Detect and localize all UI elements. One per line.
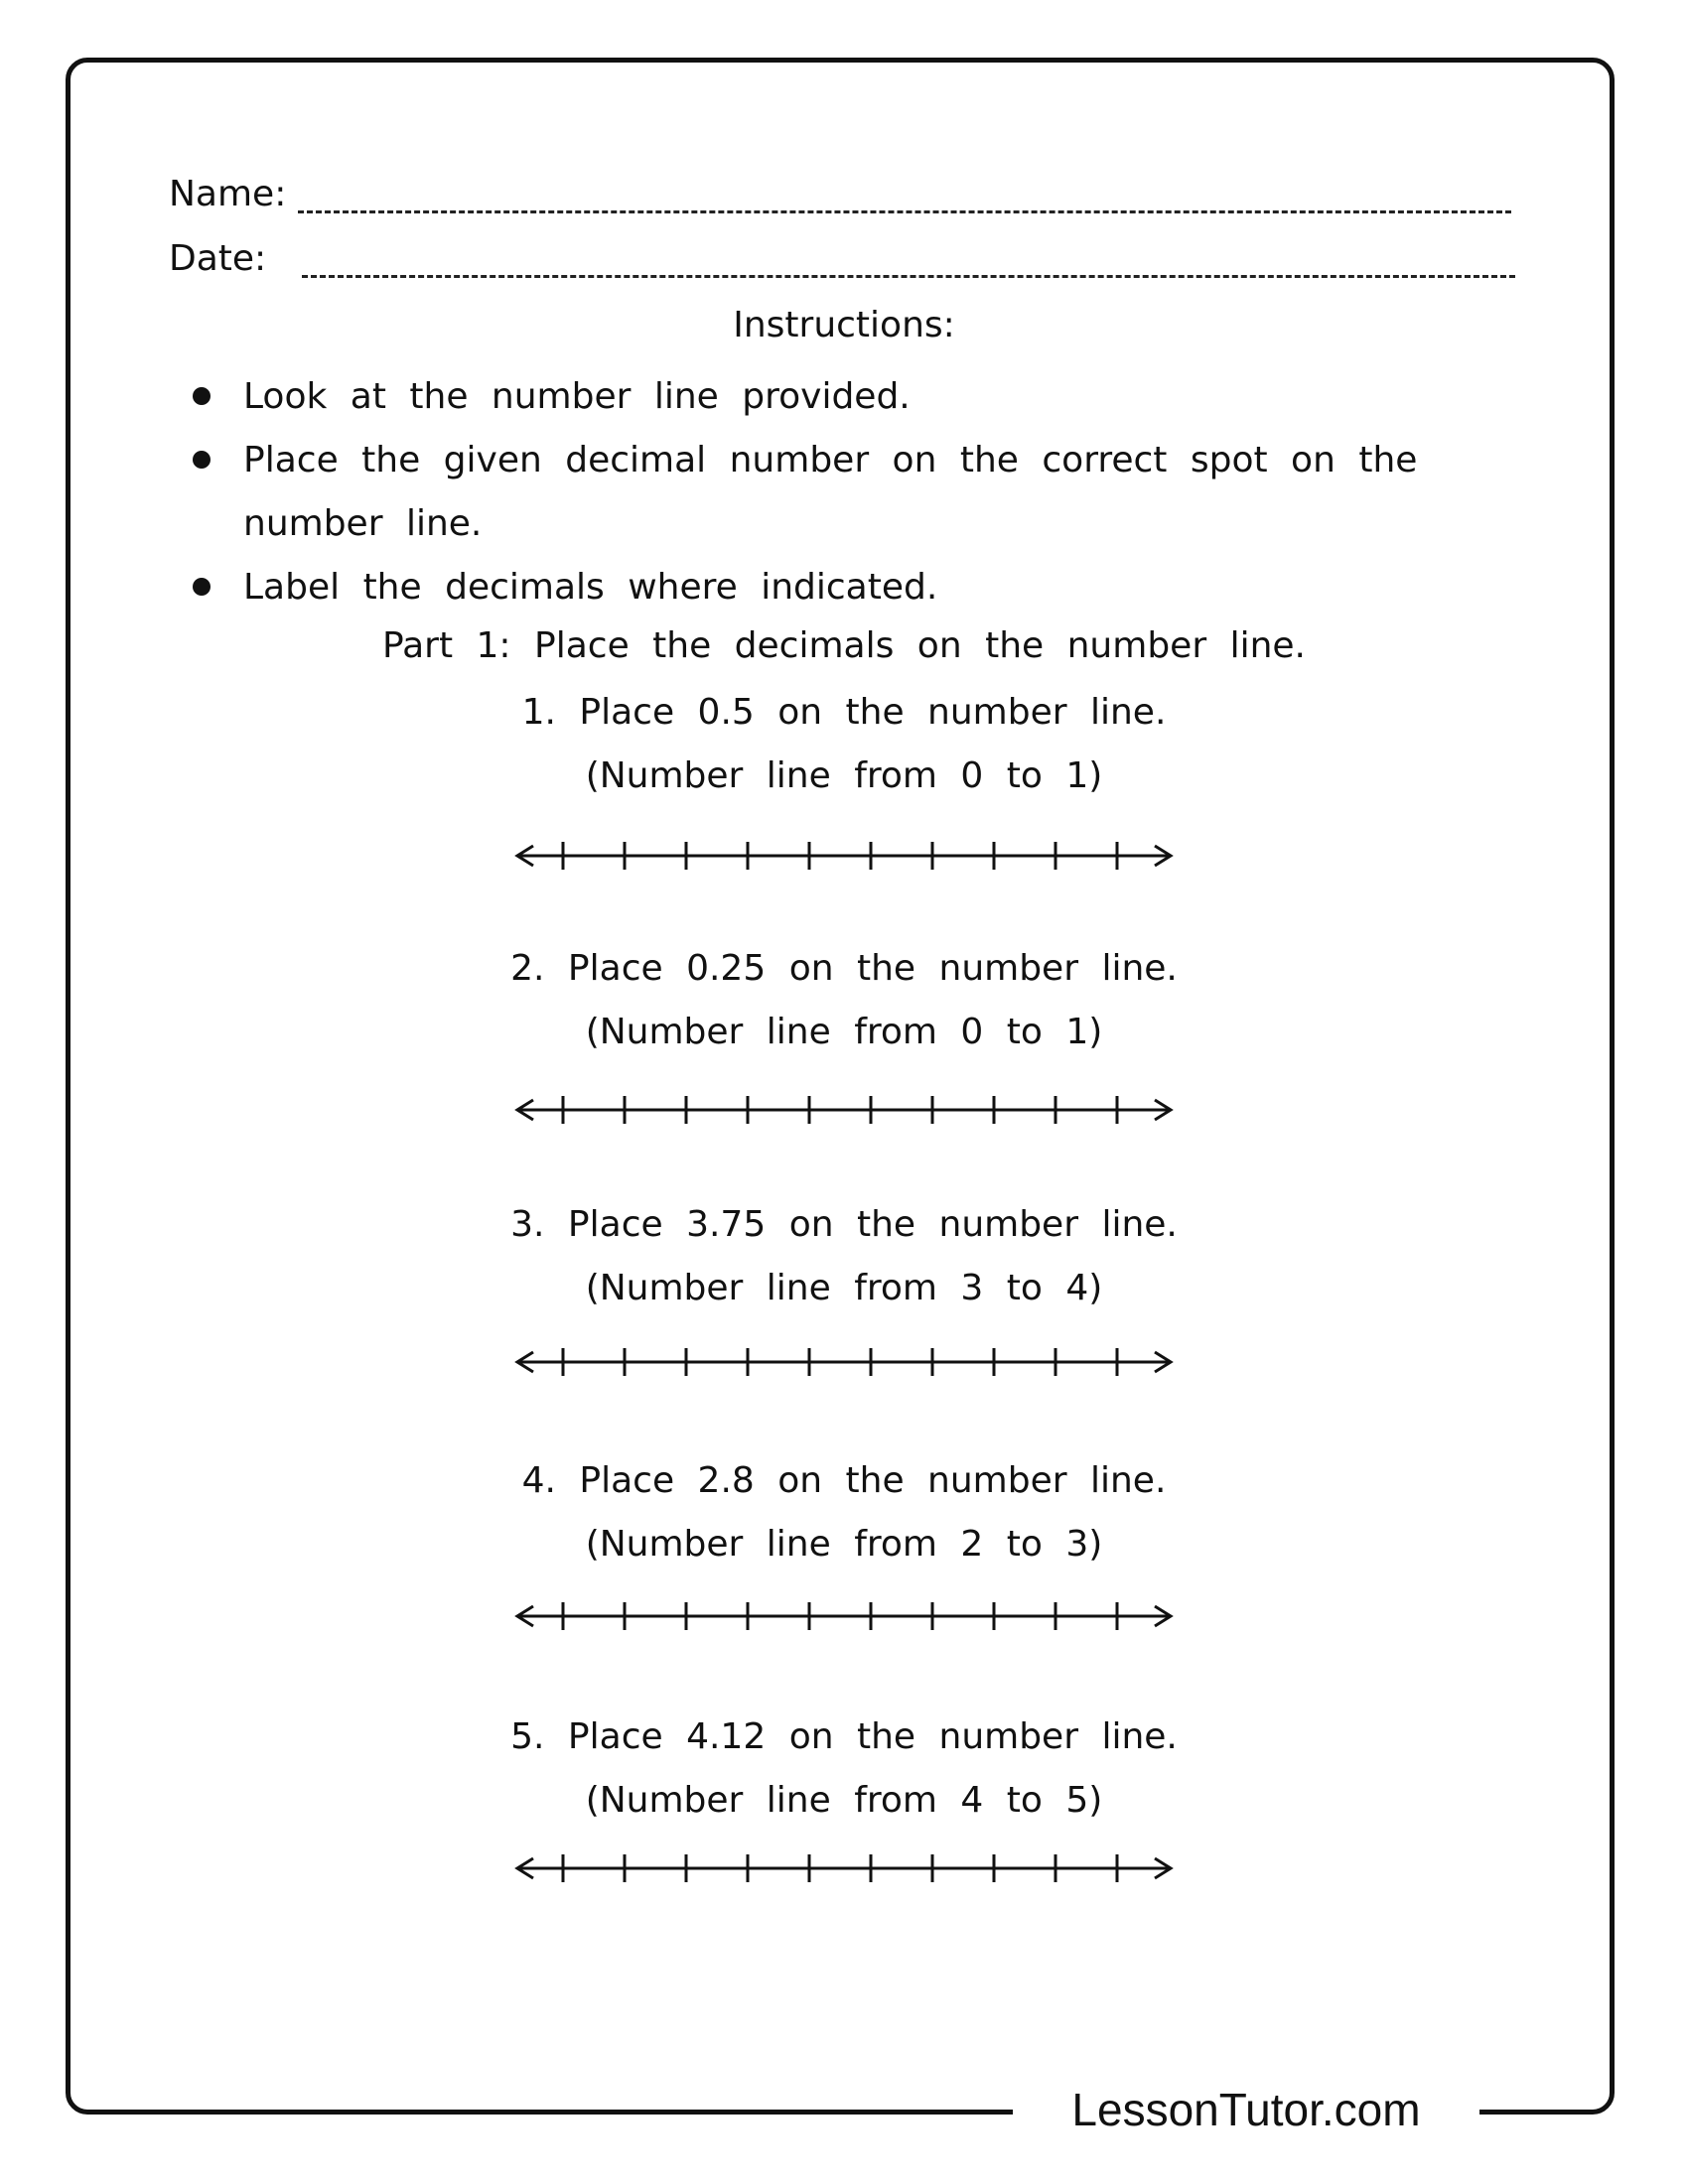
footer-brand: LessonTutor.com: [1071, 2084, 1421, 2135]
problem-question: 4. Place 2.8 on the number line.: [521, 1460, 1167, 1501]
problem-4: [0, 1449, 1688, 1576]
name-label: Name:: [169, 174, 287, 214]
instructions-title: Instructions:: [733, 305, 955, 345]
instruction-item: Label the decimals where indicated.: [189, 556, 1470, 619]
problem-question: 2. Place 0.25 on the number line.: [510, 948, 1178, 989]
problem-5: [0, 1706, 1688, 1833]
name-field[interactable]: [298, 210, 1511, 213]
problem-range: (Number line from 4 to 5): [585, 1780, 1103, 1821]
problem-range: (Number line from 2 to 3): [585, 1524, 1103, 1565]
problem-question: 5. Place 4.12 on the number line.: [510, 1716, 1178, 1757]
instruction-item: Place the given decimal number on the correct spot on the number line.: [189, 429, 1470, 556]
problem-range: (Number line from 0 to 1): [585, 1012, 1103, 1052]
number-line-1[interactable]: [511, 836, 1177, 876]
problem-question: 1. Place 0.5 on the number line.: [521, 692, 1167, 733]
problem-1: [0, 681, 1688, 808]
problem-2: [0, 937, 1688, 1064]
number-line-4[interactable]: [511, 1596, 1177, 1636]
date-field[interactable]: [302, 275, 1515, 278]
number-line-3[interactable]: [511, 1342, 1177, 1382]
number-line-2[interactable]: [511, 1090, 1177, 1130]
instruction-item: Look at the number line provided.: [189, 365, 1470, 429]
date-label: Date:: [169, 238, 267, 279]
problem-range: (Number line from 0 to 1): [585, 755, 1103, 796]
part1-title: Part 1: Place the decimals on the number line.: [382, 625, 1306, 666]
problem-question: 3. Place 3.75 on the number line.: [510, 1204, 1178, 1245]
number-line-5[interactable]: [511, 1848, 1177, 1888]
problem-3: [0, 1193, 1688, 1320]
problem-range: (Number line from 3 to 4): [585, 1268, 1103, 1308]
instructions-list: [189, 365, 1470, 619]
